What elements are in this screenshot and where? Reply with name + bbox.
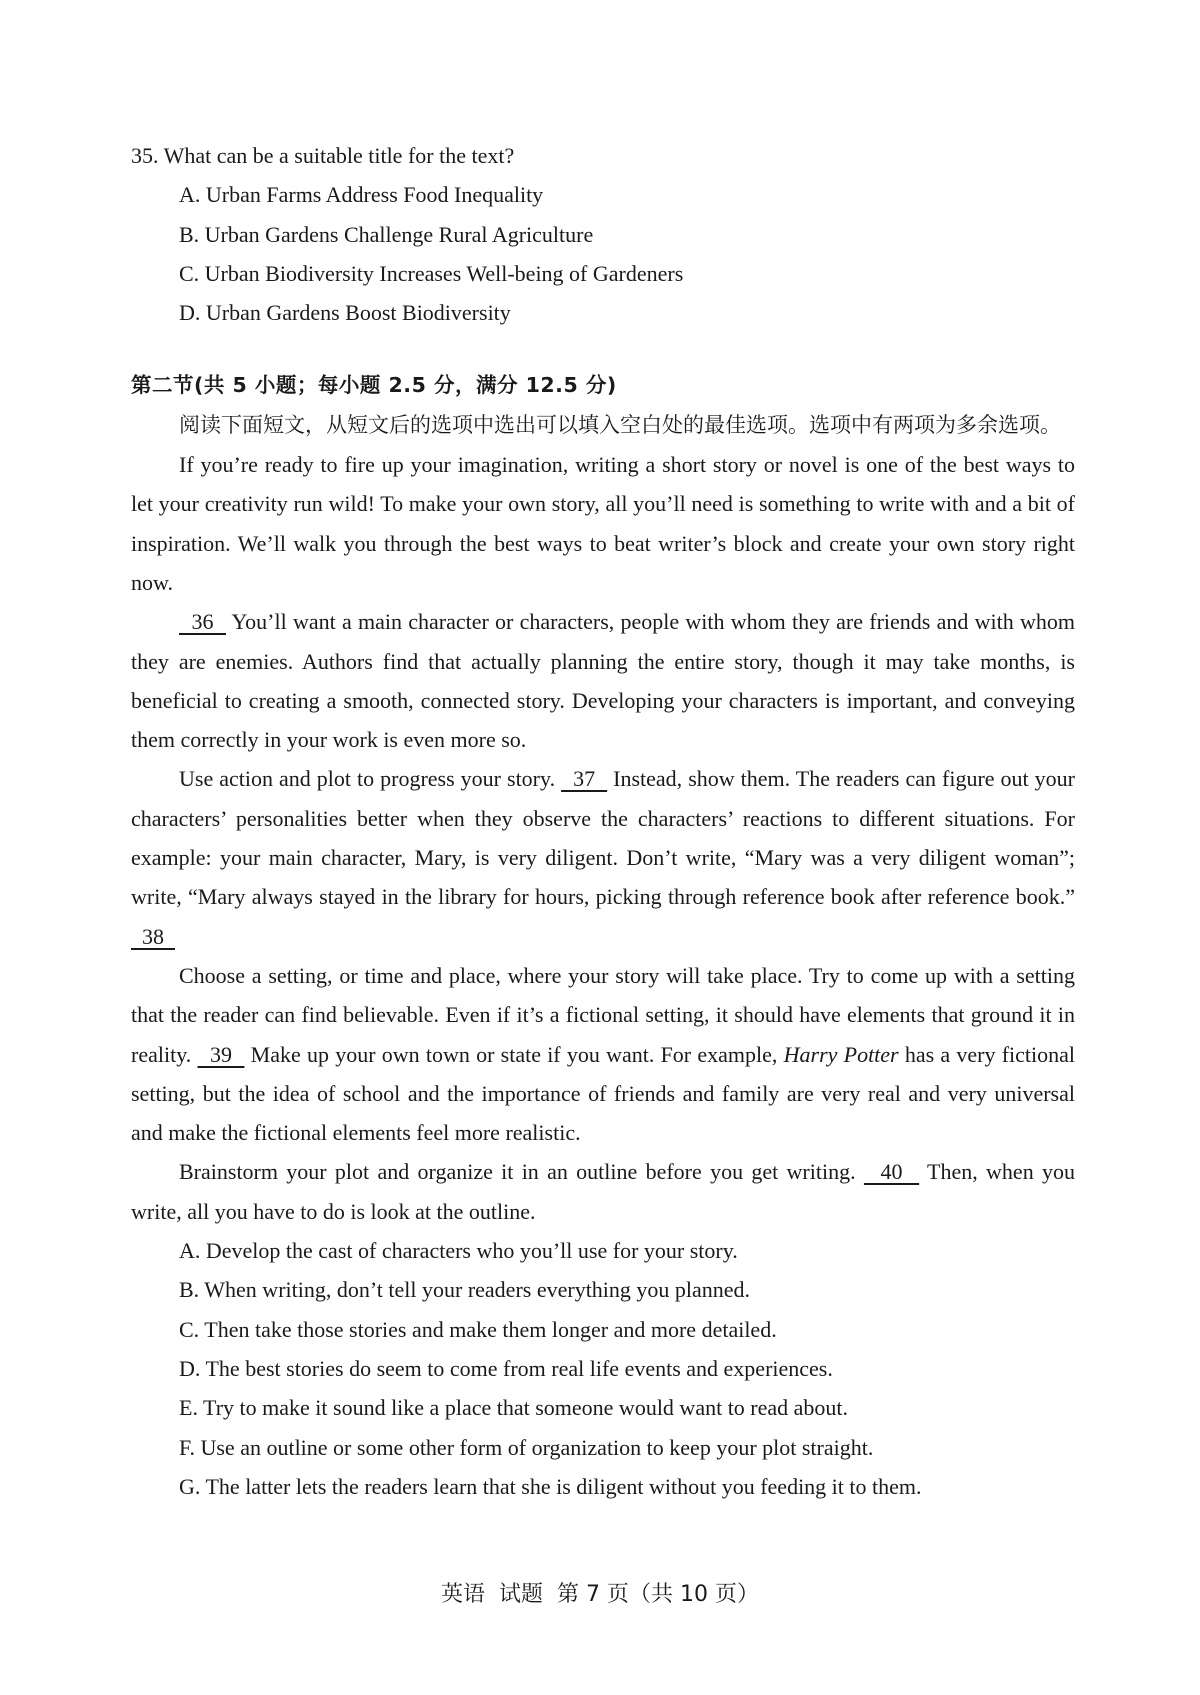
section-title: 第二节(共 5 小题；每小题 2.5 分，满分 12.5 分): [131, 373, 617, 398]
spacer: [131, 332, 1075, 366]
choice-b: B. When writing, don’t tell your readers everything you planned.: [179, 1277, 751, 1303]
paragraph-5-text-a: Brainstorm your plot and organize it in an outline before you get writing.: [179, 1159, 864, 1185]
passage-paragraph-3: [131, 759, 1075, 955]
paragraph-4-text-b: Make up your own town or state if you want. For example,: [244, 1041, 784, 1067]
option-35-d: D. Urban Gardens Boost Biodiversity: [179, 300, 511, 326]
paragraph-4-text-a: Choose a setting, or time and place, where your story will take place. Try to come up with a setting that the reader can find believable. Even if it’s a fictional setting, it should have elements that ground it in reality.: [131, 962, 1075, 1067]
blank-37: 37: [561, 766, 608, 792]
paragraph-3-text-a: Use action and plot to progress your story.: [179, 766, 562, 792]
blank-38: 38: [131, 923, 175, 949]
page-footer: [0, 1577, 1200, 1608]
paragraph-5-text-b: Then, when you write, all you have to do is look at the outline.: [131, 1159, 1075, 1224]
blank-39: 39: [197, 1041, 245, 1067]
choice-f: F. Use an outline or some other form of organization to keep your plot straight.: [179, 1434, 874, 1460]
choice-e: E. Try to make it sound like a place that someone would want to read about.: [179, 1395, 849, 1421]
question-35: 35. What can be a suitable title for the text?: [131, 143, 515, 168]
option-35-a: A. Urban Farms Address Food Inequality: [179, 182, 544, 208]
page-number: 英语 试题 第 7 页（共 10 页）: [441, 1582, 759, 1607]
blank-40: 40: [863, 1159, 920, 1185]
option-35-c: C. Urban Biodiversity Increases Well-being of Gardeners: [179, 260, 684, 286]
paragraph-2-text: You’ll want a main character or characters, people with whom they are friends and with whom they are enemies. Authors find that actually planning the entire story, though it may take months, is beneficial to creating a smooth, connected story. Developing your characters is important, and conveying them correctly in your work is even more so.: [131, 609, 1075, 753]
choice-d: D. The best stories do seem to come from real life events and experiences.: [179, 1355, 833, 1381]
passage-paragraph-2: [131, 602, 1075, 759]
paragraph-3-text-b: Instead, show them. The readers can figure out your characters’ personalities better when they observe the characters’ reactions to different situations. For example: your main character, Mary, is very diligent. Don’t write, “Mary was a very diligent woman”; write, “Mary always stayed in the library for hours, picking through reference book after reference book.”: [131, 766, 1076, 910]
choice-a: A. Develop the cast of characters who you’ll use for your story.: [179, 1238, 738, 1264]
section-instructions: 阅读下面短文，从短文后的选项中选出可以填入空白处的最佳选项。选项中有两项为多余选项。: [179, 412, 1061, 437]
page-content: [131, 136, 1075, 1506]
book-title: Harry Potter: [783, 1041, 899, 1067]
paragraph-4-text-c: has a very fictional setting, but the idea of school and the importance of friends and family are very real and very universal and make the fictional elements feel more realistic.: [131, 1041, 1076, 1146]
passage-paragraph-5: [131, 1152, 1075, 1231]
passage-paragraph-1: If you’re ready to fire up your imagination, writing a short story or novel is one of the best ways to let your creativity run wild! To make your own story, all you’ll need is something to write with and a bit of inspiration. We’ll walk you through the best ways to beat writer’s block and create your own story right now.: [131, 452, 1075, 595]
option-35-b: B. Urban Gardens Challenge Rural Agriculture: [179, 221, 594, 247]
choice-g: G. The latter lets the readers learn that she is diligent without you feeding it to them.: [179, 1473, 922, 1499]
blank-36: 36: [179, 609, 227, 635]
passage-paragraph-4: [131, 956, 1075, 1152]
choice-c: C. Then take those stories and make them longer and more detailed.: [179, 1316, 777, 1342]
